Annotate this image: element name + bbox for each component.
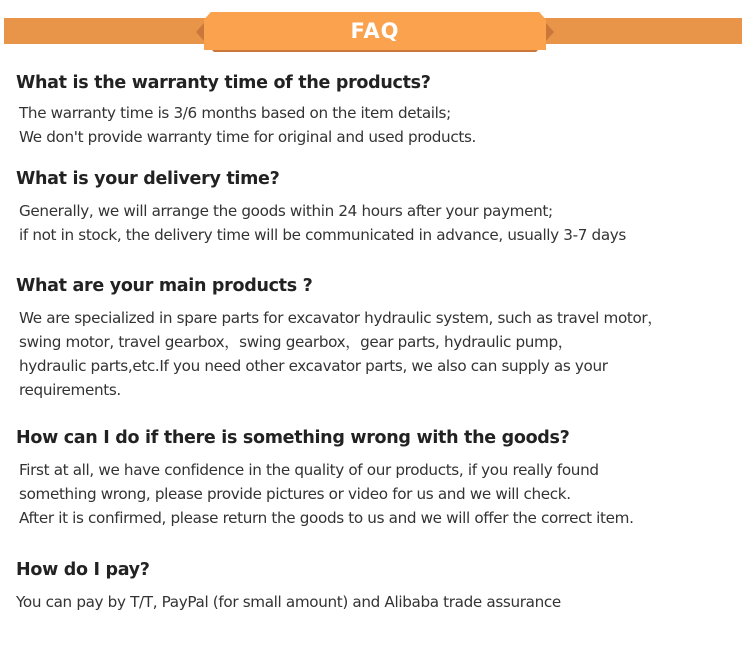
answer-line: if not in stock, the delivery time will be communicated in advance, usually 3-7 days [19, 226, 626, 244]
answer-line: requirements. [19, 381, 121, 399]
faq-item-delivery [16, 167, 736, 247]
answer-line: We don't provide warranty time for original and used products. [19, 128, 476, 146]
answer-line: We are specialized in spare parts for excavator hydraulic system, such as travel motor， [19, 309, 663, 327]
answer-line: First at all, we have confidence in the quality of our products, if you really found [19, 461, 599, 479]
faq-answer [16, 306, 736, 402]
faq-answer [16, 590, 736, 614]
faq-answer [16, 458, 736, 530]
answer-line: something wrong, please provide pictures or video for us and we will check. [19, 485, 571, 503]
faq-item-payment [16, 558, 736, 614]
faq-question: What is your delivery time? [16, 169, 280, 189]
faq-question: How do I pay? [16, 560, 150, 580]
banner-title: FAQ [350, 19, 400, 43]
faq-answer [16, 101, 736, 149]
answer-line: The warranty time is 3/6 months based on the item details; [19, 104, 451, 122]
faq-item-issues [16, 426, 736, 530]
faq-item-warranty [16, 71, 736, 149]
answer-line: hydraulic parts,etc.If you need other excavator parts, we also can supply as your [19, 357, 608, 375]
answer-line: Generally, we will arrange the goods within 24 hours after your payment; [19, 202, 553, 220]
answer-line: swing motor, travel gearbox，swing gearbox，gear parts, hydraulic pump， [19, 333, 573, 351]
faq-question: How can I do if there is something wrong with the goods? [16, 428, 570, 448]
faq-question: What are your main products ? [16, 276, 313, 296]
answer-line: After it is confirmed, please return the goods to us and we will offer the correct item. [19, 509, 634, 527]
faq-banner [0, 0, 750, 60]
answer-line: You can pay by T/T, PayPal (for small amount) and Alibaba trade assurance [16, 593, 561, 611]
faq-answer [16, 199, 736, 247]
faq-question: What is the warranty time of the products? [16, 73, 431, 93]
faq-item-products [16, 274, 736, 402]
